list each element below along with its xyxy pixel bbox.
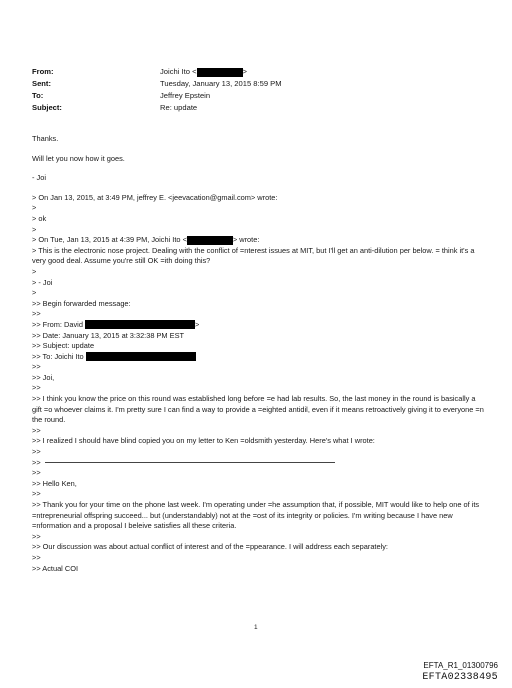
quoted-line: >> [32, 552, 41, 562]
quoted-line: >> Hello Ken, [32, 478, 77, 488]
from-value: Joichi Ito < > [160, 67, 247, 76]
quoted-paragraph: >> Thank you for your time on the phone last week. I'm operating under =he assumption that, if possible, MIT would like to help one of its =ntrepreneurial offspring succeed... but (understandably) not at the =ost of its integrity or policies. I'm writing because I have new =nformation and a proposal I beleive satisfies all these criteria. [32, 500, 480, 531]
sent-label: Sent: [32, 79, 51, 88]
quoted-line: >> I realized I should have blind copied you on my letter to Ken =oldsmith yesterday. Here's what I wrote: [32, 436, 375, 446]
quoted-paragraph: >> I think you know the price on this round was established long before =e had lab results. So, the last money in the round is basically a gift =o whoever claims it. I'm pretty sure I can find a way to provide a =eighted antidil, even if it means retroactively giving it to everyone =n the round. [32, 394, 484, 425]
quoted-line: >> [32, 458, 487, 469]
quoted-line: >> Joi, [32, 372, 55, 382]
quoted-line: > [32, 288, 37, 298]
quoted-line: >> To: Joichi Ito [32, 352, 487, 363]
redaction-box [85, 320, 195, 329]
quoted-line: >> Subject: update [32, 341, 95, 351]
body-line: Thanks. [32, 134, 59, 143]
redaction-box [197, 68, 243, 77]
quoted-line: >> [32, 531, 41, 541]
sent-value: Tuesday, January 13, 2015 8:59 PM [160, 79, 282, 88]
subject-label: Subject: [32, 103, 62, 112]
redaction-box [187, 236, 233, 245]
email-header [32, 66, 472, 114]
document-id-large: EFTA02338495 [422, 672, 498, 683]
quoted-line: > [32, 203, 37, 213]
email-body [32, 134, 487, 574]
signature: - Joi [32, 173, 46, 183]
quoted-line: >> Date: January 13, 2015 at 3:32:38 PM EST [32, 330, 185, 340]
header-sent-row [32, 78, 472, 90]
quoted-line: > - Joi [32, 277, 53, 287]
quoted-line: >> [32, 447, 41, 457]
quoted-paragraph: > This is the electronic nose project. Dealing with the conflict of =nterest issues at MIT, but I'll get an anti-dilution per below. = think it's a very good deal. Assume you're still OK =ith doing this? [32, 245, 475, 266]
horizontal-rule [45, 462, 335, 463]
header-to-row [32, 90, 472, 102]
body-line: Will let you now how it goes. [32, 153, 125, 163]
quoted-line: >> Begin forwarded message: [32, 298, 131, 308]
quoted-line: >> [32, 362, 41, 372]
quoted-line: > On Jan 13, 2015, at 3:49 PM, jeffrey E. <jeevacation@gmail.com> wrote: [32, 192, 278, 202]
quoted-line: > ok [32, 213, 47, 223]
redaction-box [86, 352, 196, 361]
quoted-line: > On Tue, Jan 13, 2015 at 4:39 PM, Joichi Ito < > wrote: [32, 235, 260, 245]
subject-value: Re: update [160, 103, 198, 112]
page-number: 1 [254, 624, 258, 631]
quoted-line: >> From: David > [32, 319, 200, 329]
to-label: To: [32, 91, 44, 100]
header-subject-row [32, 102, 472, 114]
quoted-line: >> Actual COI [32, 563, 79, 573]
document-id-small: EFTA_R1_01300796 [423, 661, 498, 670]
quoted-line: >> [32, 468, 41, 478]
quoted-line: > [32, 224, 37, 234]
from-label: From: [32, 67, 54, 76]
quoted-line: >> [32, 489, 41, 499]
quoted-line: >> [32, 425, 41, 435]
quoted-line: >> [32, 383, 41, 393]
quoted-line: > [32, 266, 37, 276]
to-value: Jeffrey Epstein [160, 91, 211, 100]
header-from-row [32, 66, 472, 78]
quoted-line: >> [32, 309, 41, 319]
quoted-line: >> Our discussion was about actual conflict of interest and of the =ppearance. I will address each separately: [32, 542, 388, 552]
